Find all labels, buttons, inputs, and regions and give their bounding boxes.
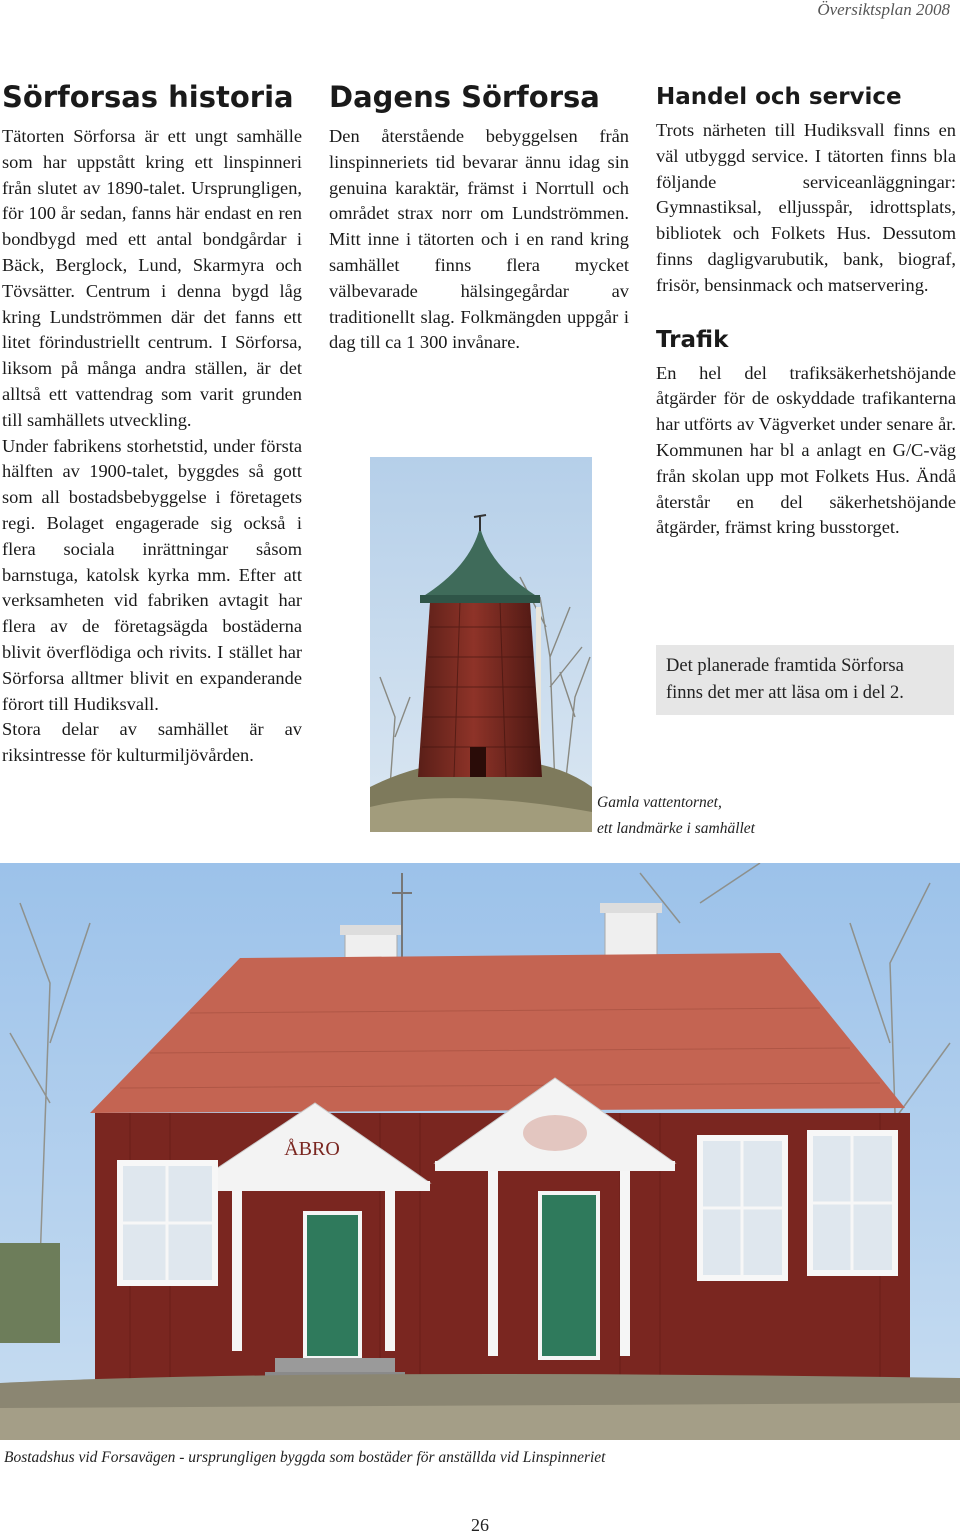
water-tower-photo (370, 457, 592, 832)
commerce-paragraph: Trots närheten till Hudiksvall finns en väl utbyggd service. I tätorten finns bla följande serviceanläggningar: Gymnastiksal, elljusspår, idrottsplats, bibliotek och Folkets Hus. Dessutom finns dagligvarubutik, bank, biograf, frisör, bensinmack och matservering. (656, 120, 956, 295)
house-caption: Bostadshus vid Forsavägen - ursprungligen byggda som bostäder för anställda vid Linspinneriet (4, 1449, 606, 1466)
history-heading: Sörforsas historia (2, 80, 294, 114)
callout-box: Det planerade framtida Sörforsa finns det mer att läsa om i del 2. (656, 645, 954, 715)
running-header: Översiktsplan 2008 (817, 0, 950, 19)
traffic-paragraph: En hel del trafiksäkerhetshöjande åtgärder för de oskyddade trafikanterna har utförts av Vägverket under senare år. Kommunen har bl a anlagt en G/C-väg från skolan upp mot Folkets Hus. Ändå återstår en del säkerhetshöjande åtgärder, främst kring busstorget. (656, 362, 956, 538)
tower-caption-line-2: ett landmärke i samhället (597, 820, 755, 837)
tower-caption (597, 790, 817, 842)
commerce-traffic-section (656, 84, 956, 541)
today-paragraph: Den återstående bebyggelsen från linspinneriets tid bevarar ännu idag sin genuina karaktär, främst i Norrtull och området strax norr om Lundströmmen. Mitt inne i tätorten och i en rand kring samhället finns flera mycket välbevarade hälsingegårdar av traditionellt slag. Folkmängden uppgår i dag till ca 1 300 invånare. (329, 126, 629, 353)
page-number: 26 (471, 1515, 489, 1535)
history-paragraph-1: Tätorten Sörforsa är ett ungt samhälle som har uppstått kring ett linspinneri från slutet av 1890-talet. Ursprungligen, för 100 år sedan, fanns här endast en ren bondbygd med ett antal bondgårdar i Bäck, Berglock, Lund, Skarmyra och Tövsätter. Centrum i denna bygd låg kring Lundströmmen där det fanns ett litet förindustriellt centrum. I Sörforsa, liksom på många andra ställen, är det alltså ett vattendrag som varit grunden till samhällets utveckling. (2, 126, 302, 430)
history-paragraph-2: Under fabrikens storhetstid, under första hälften av 1900-talet, byggdes så gott som all bostadsbebyggelse i företagets regi. Bolaget engagerade sig också i flera sociala inrättningar såsom barnstuga, katolsk kyrka mm. Efter att verksamheten vid fabriken avtagit har flera av de företagsägda bostäderna blivit överflödiga och rivits. I stället har Sörforsa alltmer blivit en expanderande förort till Hudiksvall. (2, 435, 302, 714)
history-paragraph-3: Stora delar av samhället är av riksintresse för kulturmiljövården. (2, 719, 302, 766)
house-photo (0, 863, 960, 1440)
tower-caption-line-1: Gamla vattentornet, (597, 794, 722, 811)
commerce-heading: Handel och service (656, 84, 902, 110)
today-heading: Dagens Sörforsa (329, 80, 600, 114)
traffic-heading: Trafik (656, 326, 729, 353)
today-section (329, 80, 629, 356)
house-sign-text: ÅBRO (284, 1138, 340, 1160)
history-section (2, 80, 302, 769)
